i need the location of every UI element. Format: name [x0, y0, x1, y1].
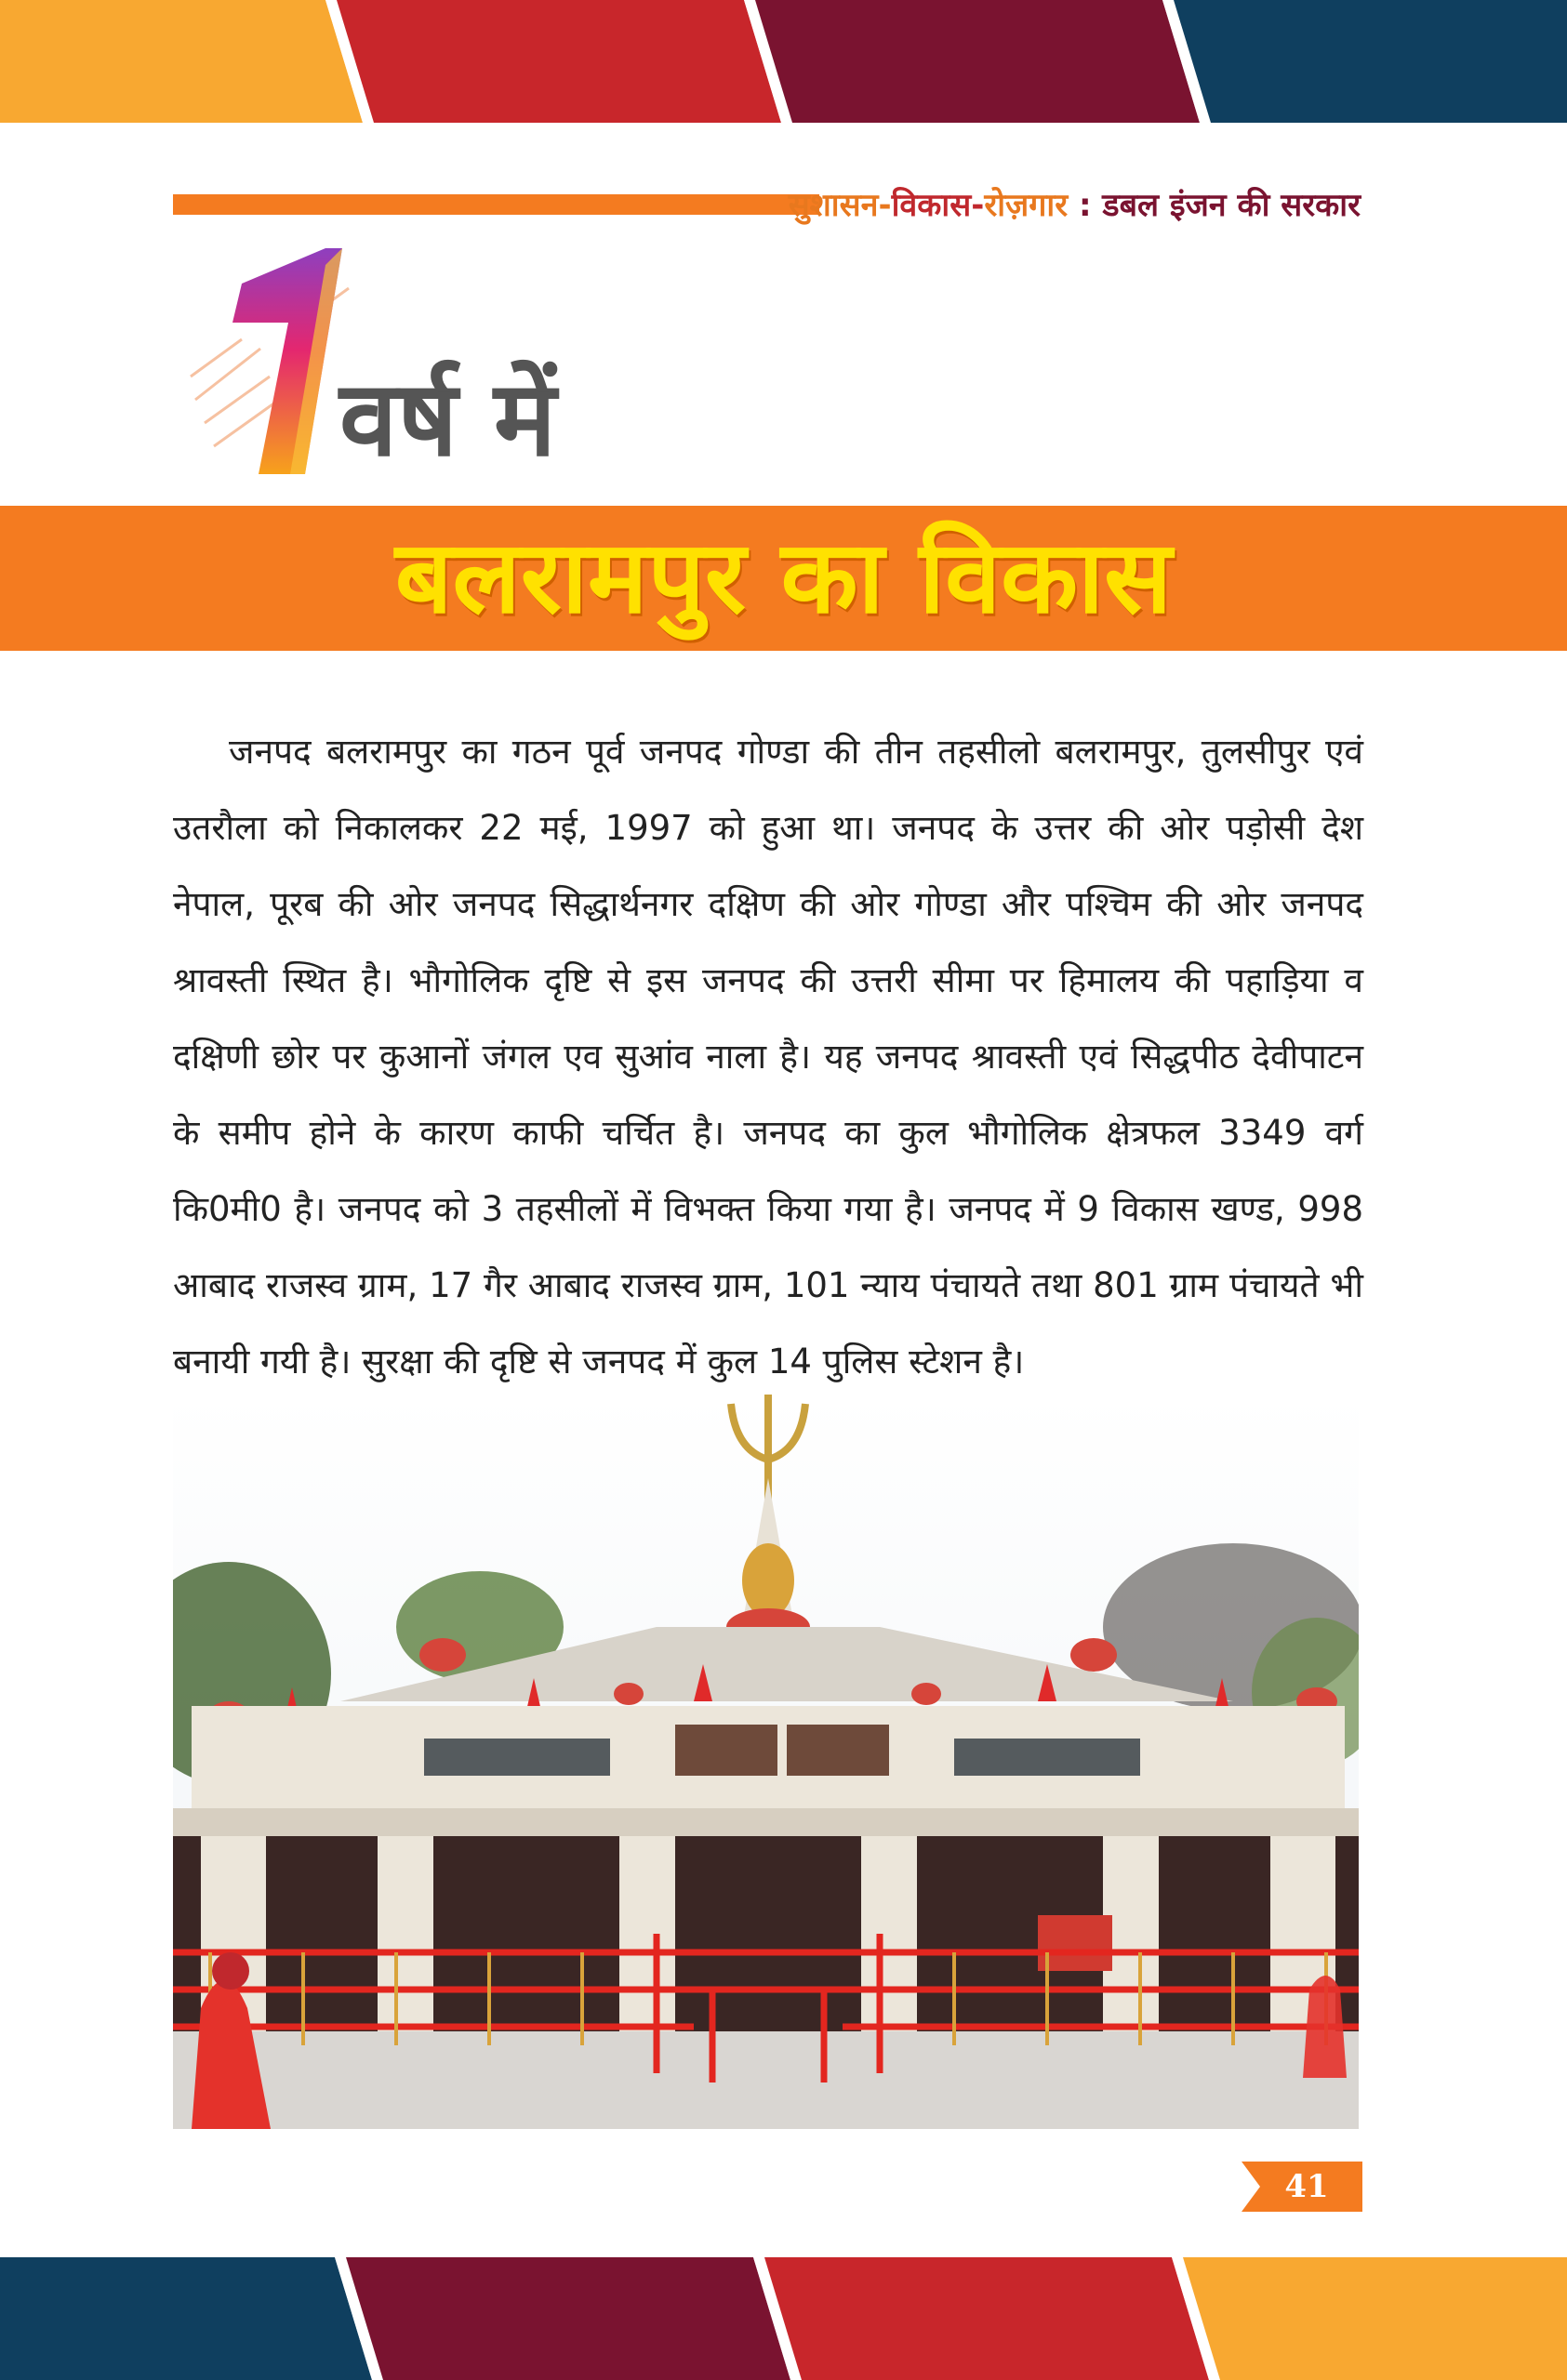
page-title: बलरामपुर का विकास — [394, 520, 1173, 636]
tagline-rozgar: रोज़गार — [984, 187, 1069, 224]
bottom-color-band — [0, 2257, 1567, 2380]
tagline-vikas: विकास- — [891, 187, 985, 224]
temple-photo — [173, 1395, 1359, 2129]
tagline-double-engine: : डबल इंजन की सरकार — [1068, 187, 1361, 224]
header-orange-rule — [173, 194, 819, 215]
page-number: 41 — [1284, 2168, 1329, 2205]
page-number-tab — [1242, 2162, 1362, 2212]
title-banner — [0, 506, 1567, 651]
header-tagline — [789, 182, 1361, 225]
title-years: वर्ष में — [339, 358, 556, 480]
body-paragraph: जनपद बलरामपुर का गठन पूर्व जनपद गोण्डा की तीन तहसीलो बलरामपुर, तुलसीपुर एवं उतरौला को निकालकर 22 मई, 1997 को हुआ था। जनपद के उत्तर की ओर पड़ोसी देश नेपाल, पूरब की ओर जनपद सिद्धार्थनगर दक्षिण की ओर गोण्डा और पश्चिम की ओर जनपद श्रावस्ती स्थित है। भौगोलिक दृष्टि से इस जनपद की उत्तरी सीमा पर हिमालय की पहाड़िया व दक्षिणी छोर पर कुआनों जंगल एव सुआंव नाला है। यह जनपद श्रावस्ती एवं सिद्धपीठ देवीपाटन के समीप होने के कारण काफी चर्चित है। जनपद का कुल भौगोलिक क्षेत्रफल 3349 वर्ग कि0मी0 है। जनपद को 3 तहसीलों में विभक्त किया गया है। जनपद में 9 विकास खण्ड, 998 आबाद राजस्व ग्राम, 17 गैर आबाद राजस्व ग्राम, 101 न्याय पंचायते तथा 801 ग्राम पंचायते भी बनायी गयी है। सुरक्षा की दृष्टि से जनपद में कुल 14 पुलिस स्टेशन है। — [173, 732, 1363, 1382]
top-color-band — [0, 0, 1567, 123]
tagline-sushasan: सुशासन- — [788, 187, 892, 224]
